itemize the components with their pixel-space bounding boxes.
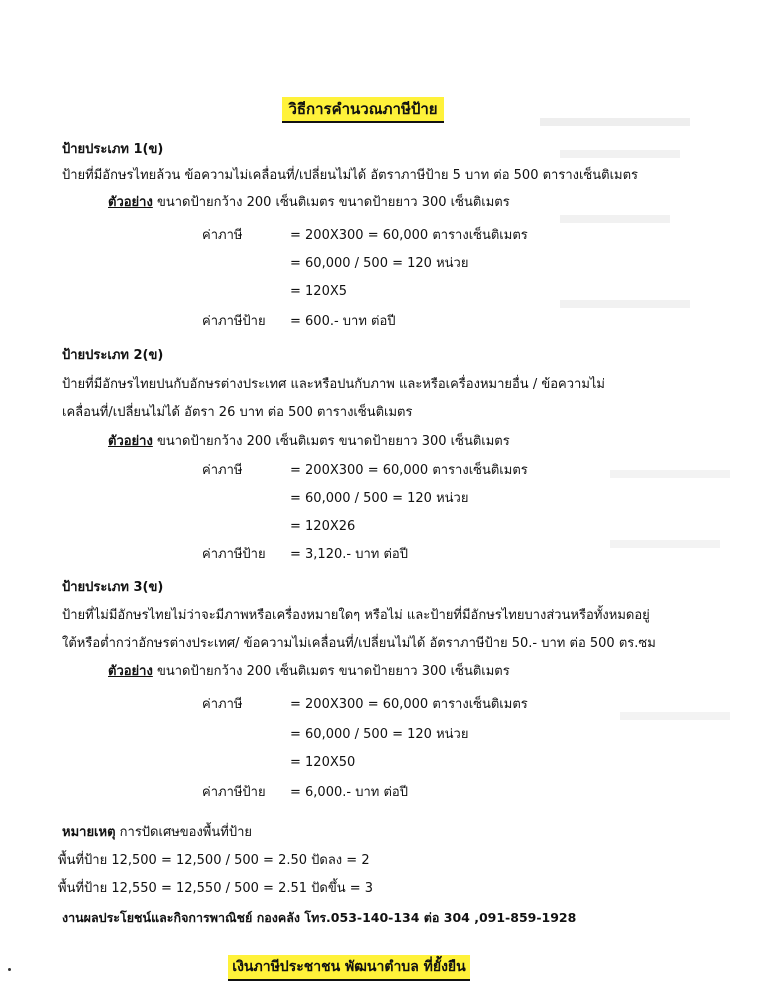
example-line [108, 434, 510, 450]
calc-line: = 200X300 = 60,000 ตารางเซ็นติเมตร [290, 697, 528, 712]
bleed-through-mark [610, 540, 720, 548]
result-value: = 3,120.- บาท ต่อปี [290, 547, 408, 562]
tax-label: ค่าภาษี [202, 697, 243, 712]
example-label: ตัวอย่าง [108, 195, 153, 210]
bleed-through-mark [560, 300, 690, 308]
bleed-through-mark [610, 470, 730, 478]
tax-label: ค่าภาษี [202, 463, 243, 478]
note-text: การปัดเศษของพื้นที่ป้าย [115, 825, 252, 840]
contact-info: งานผลประโยชน์และกิจการพาณิชย์ กองคลัง โทร.053-140-134 ต่อ 304 ,091-859-1928 [62, 910, 577, 925]
scan-speck [8, 968, 11, 971]
calc-line: = 200X300 = 60,000 ตารางเซ็นติเมตร [290, 228, 528, 243]
result-label: ค่าภาษีป้าย [202, 314, 266, 329]
example-text: ขนาดป้ายกว้าง 200 เซ็นติเมตร ขนาดป้ายยาว 300 เซ็นติเมตร [152, 195, 510, 210]
section-heading: ป้ายประเภท 3(ข) [62, 580, 164, 595]
example-label: ตัวอย่าง [108, 434, 153, 449]
bleed-through-mark [560, 150, 680, 158]
example-label: ตัวอย่าง [108, 664, 153, 679]
section-description: ป้ายที่มีอักษรไทยปนกับอักษรต่างประเทศ และหรือปนกับภาพ และหรือเครื่องหมายอื่น / ข้อความไม่ [62, 377, 606, 392]
tax-label: ค่าภาษี [202, 228, 243, 243]
bleed-through-mark [540, 118, 690, 126]
calc-line: = 60,000 / 500 = 120 หน่วย [290, 727, 469, 742]
calc-line: = 120X50 [290, 755, 356, 770]
section-heading: ป้ายประเภท 1(ข) [62, 142, 164, 157]
example-text: ขนาดป้ายกว้าง 200 เซ็นติเมตร ขนาดป้ายยาว 300 เซ็นติเมตร [152, 434, 510, 449]
rounding-example: พื้นที่ป้าย 12,550 = 12,550 / 500 = 2.51 ปัดขึ้น = 3 [58, 881, 374, 896]
example-text: ขนาดป้ายกว้าง 200 เซ็นติเมตร ขนาดป้ายยาว 300 เซ็นติเมตร [152, 664, 510, 679]
section-heading: ป้ายประเภท 2(ข) [62, 348, 164, 363]
calc-line: = 60,000 / 500 = 120 หน่วย [290, 256, 469, 271]
section-description: ป้ายที่มีอักษรไทยล้วน ข้อความไม่เคลื่อนที่/เปลี่ยนไม่ได้ อัตราภาษีป้าย 5 บาท ต่อ 500 ตารางเซ็นติเมตร [62, 168, 639, 183]
section-description: ป้ายที่ไม่มีอักษรไทยไม่ว่าจะมีภาพหรือเครื่องหมายใดๆ หรือไม่ และป้ายที่มีอักษรไทยบางส่วนหรือทั้งหมดอยู่ [62, 608, 650, 623]
result-value: = 6,000.- บาท ต่อปี [290, 785, 408, 800]
page-title: วิธีการคำนวณภาษีป้าย [282, 97, 444, 123]
bleed-through-mark [620, 712, 730, 720]
result-label: ค่าภาษีป้าย [202, 785, 266, 800]
example-line [108, 195, 510, 211]
footer-slogan: เงินภาษีประชาชน พัฒนาตำบล ที่ยั้งยืน [228, 955, 470, 981]
calc-line: = 120X26 [290, 519, 356, 534]
note-label: หมายเหตุ [62, 825, 116, 840]
result-value: = 600.- บาท ต่อปี [290, 314, 396, 329]
example-line [108, 664, 510, 680]
note-line [62, 825, 252, 841]
section-description: ใต้หรือต่ำกว่าอักษรต่างประเทศ/ ข้อความไม่เคลื่อนที่/เปลี่ยนไม่ได้ อัตราภาษีป้าย 50.- บาท ต่อ 500 ตร.ซม [62, 636, 656, 651]
section-description: เคลื่อนที่/เปลี่ยนไม่ได้ อัตรา 26 บาท ต่อ 500 ตารางเซ็นติเมตร [62, 405, 413, 420]
bleed-through-mark [560, 215, 670, 223]
calc-line: = 200X300 = 60,000 ตารางเซ็นติเมตร [290, 463, 528, 478]
result-label: ค่าภาษีป้าย [202, 547, 266, 562]
rounding-example: พื้นที่ป้าย 12,500 = 12,500 / 500 = 2.50 ปัดลง = 2 [58, 853, 370, 868]
calc-line: = 60,000 / 500 = 120 หน่วย [290, 491, 469, 506]
calc-line: = 120X5 [290, 284, 348, 299]
